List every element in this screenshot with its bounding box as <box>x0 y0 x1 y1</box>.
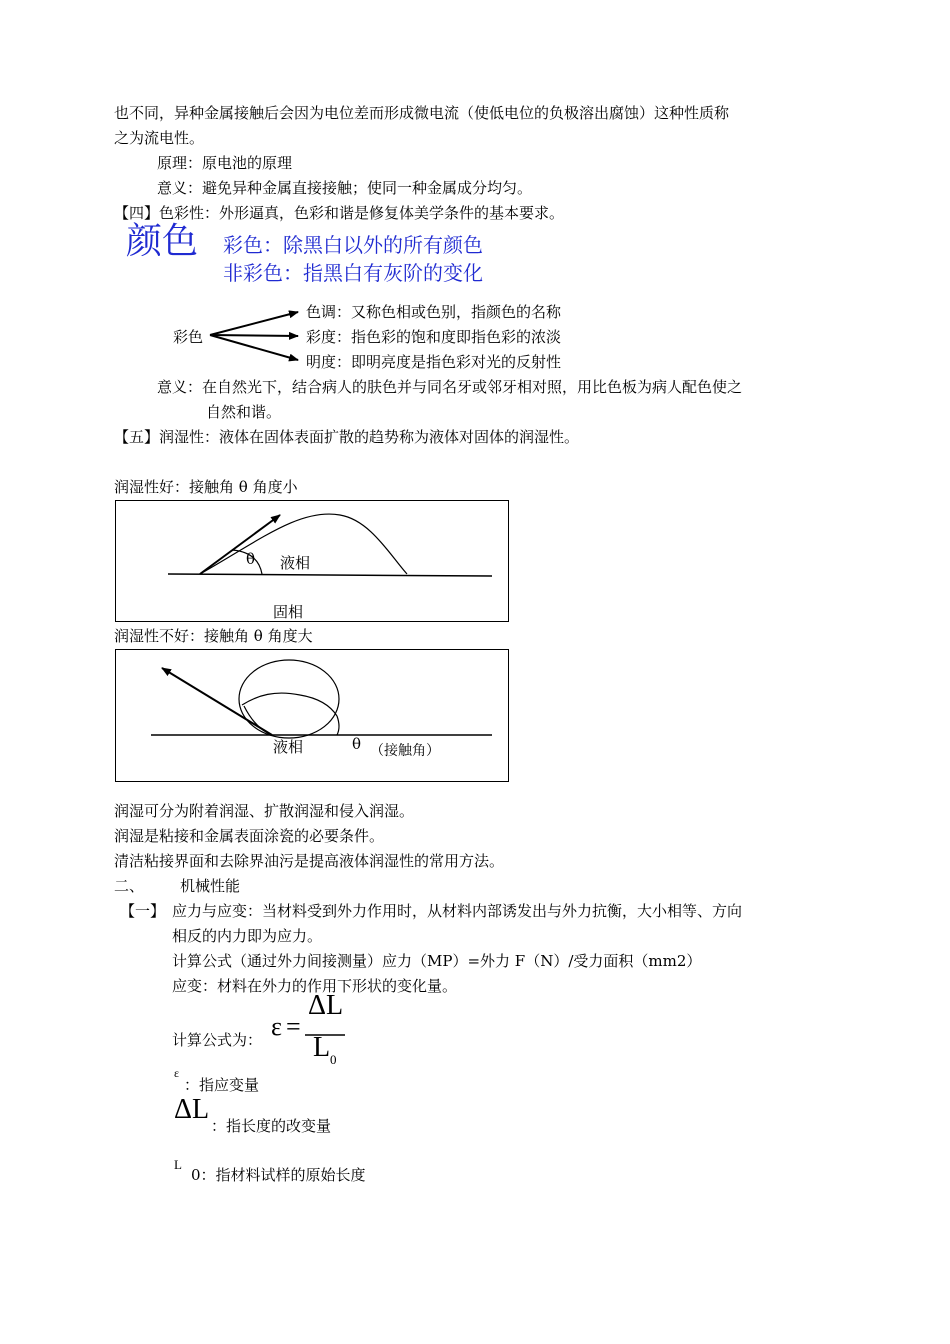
section-heading-wetting: 【五】润湿性：液体在固体表面扩散的趋势称为液体对固体的润湿性。 <box>114 428 580 446</box>
l-denominator: L <box>313 1032 331 1063</box>
strain-definition: 应变：材料在外力的作用下形状的变化量。 <box>172 977 458 995</box>
achromatic-text: 非彩色：指黑白有灰阶的变化 <box>223 261 483 285</box>
principle-text: 原理：原电池的原理 <box>157 154 293 172</box>
formula-label: 计算公式为： <box>172 1031 263 1049</box>
delta-l-symbol: ΔL <box>174 1094 210 1125</box>
delta-l-numerator: ΔL <box>308 990 344 1021</box>
liquid-label: 液相 <box>280 554 311 572</box>
zero-subscript: 0 <box>330 1052 337 1067</box>
brightness-text: 明度：即明亮度是指色彩对光的反射性 <box>306 353 562 371</box>
stress-definition-line: 相反的内力即为应力。 <box>172 927 323 945</box>
epsilon-symbol: ε <box>271 1012 282 1041</box>
delta-l-description: ：指长度的改变量 <box>211 1117 332 1135</box>
contact-angle-label: （接触角） <box>370 743 440 759</box>
droplet-profile <box>242 693 337 716</box>
theta-label: θ <box>246 550 256 568</box>
angle-arc <box>337 716 339 735</box>
equals-sign: = <box>286 1012 301 1041</box>
section-number: 二、 <box>114 877 145 895</box>
l0-description: 0：指材料试样的原始长度 <box>191 1166 366 1184</box>
wetting-note: 润湿可分为附着润湿、扩散润湿和侵入润湿。 <box>114 802 415 820</box>
color-branch-arrows <box>210 312 298 360</box>
meaning-text: 意义：避免异种金属直接接触；使同一种金属成分均匀。 <box>157 179 533 197</box>
wetting-note: 润湿是粘接和金属表面涂瓷的必要条件。 <box>114 827 385 845</box>
stress-formula: 计算公式（通过外力间接测量）应力（MP）=外力 F（N）/受力面积（mm2） <box>172 952 702 970</box>
tangent-arrow <box>162 668 272 735</box>
angle-arc <box>232 550 262 574</box>
paragraph-line: 也不同，异种金属接触后会因为电位差而形成微电流（使低电位的负极溶出腐蚀）这种性质称 <box>114 104 730 122</box>
saturation-text: 彩度：指色彩的饱和度即指色彩的浓淡 <box>306 328 562 346</box>
tangent-arrow <box>200 515 280 574</box>
bad-wetting-title: 润湿性不好：接触角 θ 角度大 <box>114 627 313 645</box>
stress-definition-line: 应力与应变：当材料受到外力作用时，从材料内部诱发出与外力抗衡，大小相等、方向 <box>172 902 743 920</box>
arrow-to-brightness <box>210 335 298 360</box>
epsilon-description: ：指应变量 <box>184 1076 260 1094</box>
paragraph-line: 之为流电性。 <box>114 129 205 147</box>
color-root-label: 彩色 <box>173 328 204 346</box>
chromatic-text: 彩色：除黑白以外的所有颜色 <box>223 233 483 257</box>
solid-surface-line <box>168 574 492 576</box>
droplet-outline <box>200 514 407 574</box>
good-wetting-title: 润湿性好：接触角 θ 角度小 <box>114 478 298 496</box>
liquid-label: 液相 <box>273 738 304 756</box>
section-heading-color: 【四】色彩性：外形逼真，色彩和谐是修复体美学条件的基本要求。 <box>114 204 565 222</box>
color-meaning-line: 自然和谐。 <box>206 403 282 421</box>
big-color-word: 颜色 <box>126 221 199 262</box>
subsection-bracket: 【一】 <box>120 902 166 920</box>
epsilon-small: ε <box>174 1066 180 1080</box>
solid-label: 固相 <box>273 603 304 621</box>
wetting-note: 清洁粘接界面和去除界油污是提高液体润湿性的常用方法。 <box>114 852 505 870</box>
hue-text: 色调：又称色相或色别，指颜色的名称 <box>306 303 562 321</box>
good-wetting-drawing <box>168 514 492 576</box>
arrow-to-saturation <box>210 335 298 336</box>
section-title-mechanical: 机械性能 <box>180 877 241 895</box>
theta-label: θ <box>352 735 362 753</box>
l-small-symbol: L <box>174 1157 182 1172</box>
bad-wetting-drawing <box>151 660 492 738</box>
arrow-to-hue <box>210 312 298 335</box>
color-meaning-line: 意义：在自然光下，结合病人的肤色并与同名牙或邻牙相对照，用比色板为病人配色使之 <box>157 378 743 396</box>
